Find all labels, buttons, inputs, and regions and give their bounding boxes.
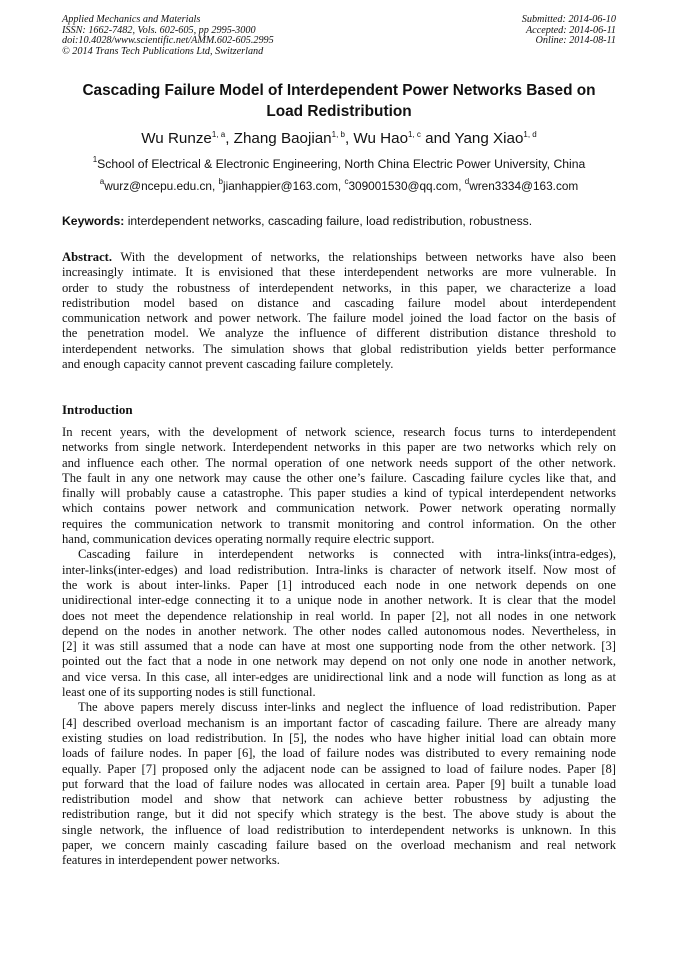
author-separator: , [344, 130, 354, 147]
journal-header-right [470, 15, 616, 47]
introduction-line: equally. Paper [7] proposed only the adjacent node can be assigned to load of failure nodes. Paper [8] [62, 761, 616, 776]
title-line-2: Load Redistribution [266, 103, 412, 120]
introduction-line: features in interdependent power networks. [62, 853, 280, 868]
introduction-body [62, 425, 616, 869]
introduction-line: and influence each other. The normal operation of one network needs support of the other network. [62, 455, 616, 470]
online-date: Online: 2014-08-11 [535, 35, 616, 47]
email-link[interactable]: wren3334@163.com [469, 179, 579, 193]
keywords-text: interdependent networks, cascading failure, load redistribution, robustness. [124, 214, 533, 228]
email-link[interactable]: jianhappier@163.com [222, 179, 338, 193]
email-link[interactable]: 309001530@qq.com [348, 179, 459, 193]
introduction-line: [2] it was still assumed that a node can have at most one supporting node from the other network. [3] [62, 639, 616, 654]
introduction-line: unidirectional inter-edge connecting it to a unique node in another network. It is clear that the model [62, 593, 616, 608]
introduction-line: The above papers merely discuss inter-links and neglect the influence of load redistribution. Paper [78, 700, 616, 715]
title-line-1: Cascading Failure Model of Interdependent Power Networks Based on [82, 82, 596, 99]
abstract-label: Abstract. [62, 250, 113, 264]
introduction-line: does not meet the dependence relationship in real world. In paper [2], not all nodes in one network [62, 608, 616, 623]
abstract-line: redistribution model based on distance and cascading failure model about interdependent [62, 295, 616, 310]
abstract-line: the penetration model. We analyze the influence of different distribution distance threshold to [62, 326, 616, 341]
abstract-line: increasingly intimate. It is envisioned that these interdependent networks are more vulnerable. In [62, 265, 616, 280]
author-separator: , [225, 130, 234, 147]
abstract-line: communication network and power network. The failure model joined the load factor on the basis of [62, 311, 616, 326]
paper-title [62, 80, 616, 122]
introduction-line: In recent years, with the development of network science, research focus turns to interdependent [62, 425, 616, 439]
introduction-line: least one of its supporting nodes is still functional. [62, 685, 316, 700]
introduction-line: which contains power network and communication network. Power network operating normally [62, 501, 616, 516]
author-name: Yang Xiao [454, 130, 524, 147]
abstract-line [62, 250, 616, 265]
keywords-label: Keywords: [62, 214, 125, 228]
journal-header-left [62, 15, 274, 57]
author-name: Zhang Baojian [233, 130, 332, 147]
accepted-date: Accepted: 2014-06-11 [525, 24, 616, 36]
introduction-line: redistribution model and show that network can achieve better robustness by adjusting the [62, 792, 616, 807]
abstract [62, 250, 616, 372]
copyright-line: © 2014 Trans Tech Publications Ltd, Switzerland [62, 45, 264, 57]
introduction-line: the work is about inter-links. Paper [1] introduced each node in one network depends on one [62, 577, 616, 592]
introduction-line: The fault in any one network may cause the other one’s failure. Cascading failure cycles like that, and [62, 470, 616, 485]
abstract-line: interdependent networks. The simulation shows that global redistribution yields better performance [62, 341, 616, 356]
introduction-line: hand, communication devices operating normally require electric support. [62, 532, 435, 547]
introduction-line: Cascading failure in interdependent networks is connected with intra-links(intra-edges), [78, 547, 616, 562]
introduction-line: finally will probably cause a catastrophe. This paper studies a kind of typical interdependent networks [62, 486, 616, 501]
introduction-line: pointed out the fact that a node in one network may depend on not only one node in another network, [62, 654, 616, 669]
affiliation-text: School of Electrical & Electronic Engineering, North China Electric Power University, China [97, 157, 586, 171]
abstract-line: order to study the robustness of interdependent networks, in this paper, we characterize a load [62, 280, 616, 295]
introduction-line: inter-links(inter-edges) and load redistribution. Intra-links is character of network itself. Now most of [62, 562, 616, 577]
introduction-line: depend on the nodes in another network. The other nodes called autonomous nodes. Nevertheless, in [62, 623, 616, 638]
email-link[interactable]: wurz@ncepu.edu.cn [104, 179, 212, 193]
section-heading-introduction: Introduction [62, 402, 133, 417]
introduction-line: requires the communication network to transmit monitoring and control information. On the other [62, 516, 616, 531]
author-separator: and [420, 130, 455, 147]
introduction-line: existing studies on load redistribution. In [5], the nodes who have higher initial load can obtain more [62, 730, 616, 745]
author-affil-mark: 1, d [523, 130, 537, 139]
email-mark: d [464, 177, 470, 186]
email-list: $^a$wurz@ncepu.edu.cn, $^b$jianhappier@163.com, $^c$309001530@qq.com, $^d$wren3334@163.com [99, 177, 579, 193]
introduction-line: loads of failure nodes. In paper [6], the load of failure nodes was distributed to every remaining node [62, 746, 616, 761]
issn-line: ISSN: 1662-7482, Vols. 602-605, pp 2995-3000 [62, 24, 256, 36]
email-mark: a [99, 177, 105, 186]
email-mark: b [218, 177, 223, 186]
doi-line: doi:10.4028/www.scientific.net/AMM.602-605.2995 [62, 35, 274, 47]
introduction-line: single network, the influence of load redistribution to interdependent networks is unknown. In this [62, 822, 616, 837]
affiliation [62, 156, 616, 172]
abstract-line-text: With the development of networks, the relationships between networks have also been [112, 250, 616, 264]
author-list [62, 130, 616, 148]
introduction-line: networks from single network. Interdependent networks in this paper are two networks which rely on [62, 440, 616, 455]
introduction-line: [4] described overload mechanism is an important factor of cascading failure. There are already many [62, 715, 616, 730]
introduction-line: and vice versa. In this case, all inter-edges are unidirectional link and a node will function as long as at [62, 669, 616, 684]
author-affil-mark: 1, c [408, 130, 421, 139]
abstract-line: and enough capacity cannot prevent cascading failure completely. [62, 357, 394, 372]
author-name: Wu Hao [353, 130, 409, 147]
author-affil-mark: 1, a [211, 130, 226, 139]
affiliation-mark: 1 [92, 155, 98, 164]
journal-name: Applied Mechanics and Materials [62, 14, 201, 25]
introduction-line: paper, we concern mainly cascading failure based on the overload mechanism and real network [62, 838, 616, 853]
introduction-line: put forward that the load of failure nodes was allocated in certain area. Paper [9] built a tunable load [62, 776, 616, 791]
submitted-date: Submitted: 2014-06-10 [521, 14, 616, 25]
keywords [62, 214, 616, 229]
author-affil-mark: 1, b [331, 130, 345, 139]
email-mark: c [344, 177, 349, 186]
introduction-line: redistribution range, but it did not specify which strategy is the best. The above study is about the [62, 807, 616, 822]
author-name: Wu Runze [141, 130, 212, 147]
